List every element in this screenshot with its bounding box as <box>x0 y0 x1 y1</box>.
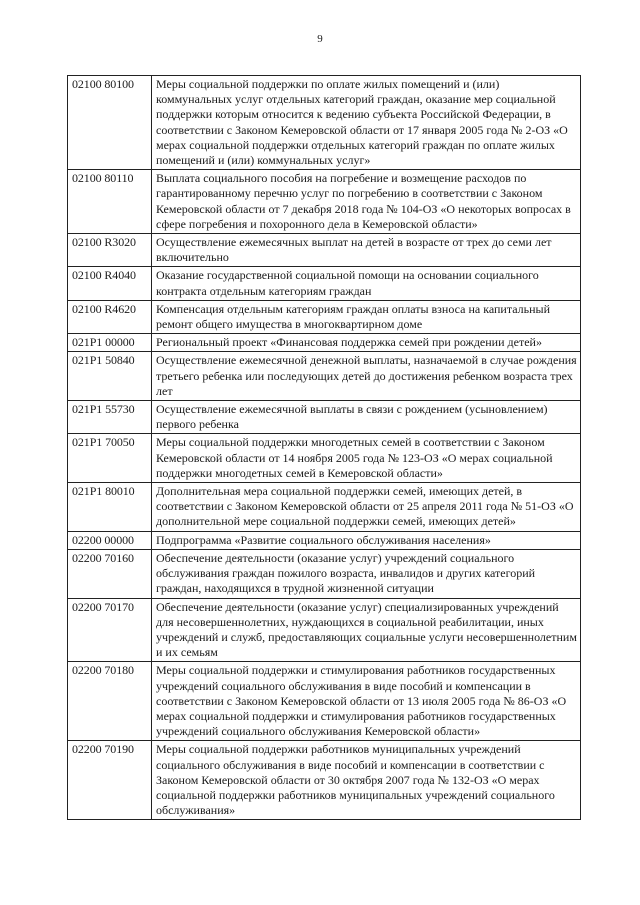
row-code: 02200 00000 <box>68 531 152 549</box>
row-code: 02200 70190 <box>68 741 152 820</box>
row-description: Обеспечение деятельности (оказание услуг) учреждений социального обслуживания граждан пожилого возраста, инвалидов и других категорий граждан, находящихся в трудной жизненной ситуации <box>152 549 581 598</box>
budget-classification-table <box>67 75 581 820</box>
row-code: 02100 R4040 <box>68 267 152 300</box>
row-code: 02100 R4620 <box>68 300 152 333</box>
row-code: 02100 80100 <box>68 76 152 170</box>
row-description: Региональный проект «Финансовая поддержка семей при рождении детей» <box>152 334 581 352</box>
row-description: Меры социальной поддержки многодетных семей в соответствии с Законом Кемеровской области от 14 ноября 2005 года № 123-ОЗ «О мерах социальной поддержки многодетных семей в Кемеровской области» <box>152 434 581 483</box>
row-code: 02100 80110 <box>68 170 152 234</box>
row-description: Выплата социального пособия на погребение и возмещение расходов по гарантированному перечню услуг по погребению в соответствии с Законом Кемеровской области от 7 декабря 2018 года № 104-ОЗ «О некоторых вопросах в сфере погребения и похоронного дела в Кемеровской области» <box>152 170 581 234</box>
row-description: Дополнительная мера социальной поддержки семей, имеющих детей, в соответствии с Законом Кемеровской области от 25 апреля 2011 года № 51-ОЗ «О дополнительной мере социальной поддержки семей, имеющих детей» <box>152 483 581 532</box>
page-number: 9 <box>317 33 323 45</box>
row-description: Меры социальной поддержки работников муниципальных учреждений социального обслуживания в виде пособий и компенсации в соответствии с Законом Кемеровской области от 30 октября 2007 года № 132-ОЗ «О мерах социальной поддержки работников муниципальных учреждений социального обслуживания» <box>152 741 581 820</box>
table-row <box>68 334 581 352</box>
row-code: 02200 70160 <box>68 549 152 598</box>
row-code: 021P1 00000 <box>68 334 152 352</box>
row-code: 02200 70170 <box>68 598 152 662</box>
row-code: 02100 R3020 <box>68 234 152 267</box>
table-row <box>68 76 581 170</box>
row-code: 021P1 50840 <box>68 352 152 401</box>
table-row <box>68 483 581 532</box>
row-code: 02200 70180 <box>68 662 152 741</box>
table-row <box>68 598 581 662</box>
table-row <box>68 401 581 434</box>
table-row <box>68 352 581 401</box>
row-description: Компенсация отдельным категориям граждан оплаты взноса на капитальный ремонт общего имущества в многоквартирном доме <box>152 300 581 333</box>
row-description: Меры социальной поддержки и стимулирования работников государственных учреждений социального обслуживания в виде пособий и компенсации в соответствии с Законом Кемеровской области от 13 июля 2005 года № 86-ОЗ «О мерах социальной поддержки и стимулирования работников государственных учреждений социального обслуживания Кемеровской области» <box>152 662 581 741</box>
row-description: Осуществление ежемесячных выплат на детей в возрасте от трех до семи лет включительно <box>152 234 581 267</box>
row-code: 021P1 80010 <box>68 483 152 532</box>
table-row <box>68 234 581 267</box>
table-row <box>68 434 581 483</box>
row-description: Осуществление ежемесячной выплаты в связи с рождением (усыновлением) первого ребенка <box>152 401 581 434</box>
table-row <box>68 170 581 234</box>
row-description: Обеспечение деятельности (оказание услуг) специализированных учреждений для несовершеннолетних, нуждающихся в социальной реабилитации, иных учреждений и служб, предоставляющих социальные услуги несовершеннолетним и их семьям <box>152 598 581 662</box>
table-row <box>68 531 581 549</box>
table-row <box>68 741 581 820</box>
row-description: Подпрограмма «Развитие социального обслуживания населения» <box>152 531 581 549</box>
row-description: Меры социальной поддержки по оплате жилых помещений и (или) коммунальных услуг отдельных категорий граждан, оказание мер социальной поддержки которым относится к ведению субъекта Российской Федерации, в соответствии с Законом Кемеровской области от 17 января 2005 года № 2-ОЗ «О мерах социальной поддержки отдельных категорий граждан по оплате жилых помещений и (или) коммунальных услуг» <box>152 76 581 170</box>
table-row <box>68 662 581 741</box>
row-code: 021P1 70050 <box>68 434 152 483</box>
table-row <box>68 549 581 598</box>
table-row <box>68 267 581 300</box>
row-description: Осуществление ежемесячной денежной выплаты, назначаемой в случае рождения третьего ребенка или последующих детей до достижения ребенком возраста трех лет <box>152 352 581 401</box>
row-description: Оказание государственной социальной помощи на основании социального контракта отдельным категориям граждан <box>152 267 581 300</box>
table-row <box>68 300 581 333</box>
row-code: 021P1 55730 <box>68 401 152 434</box>
